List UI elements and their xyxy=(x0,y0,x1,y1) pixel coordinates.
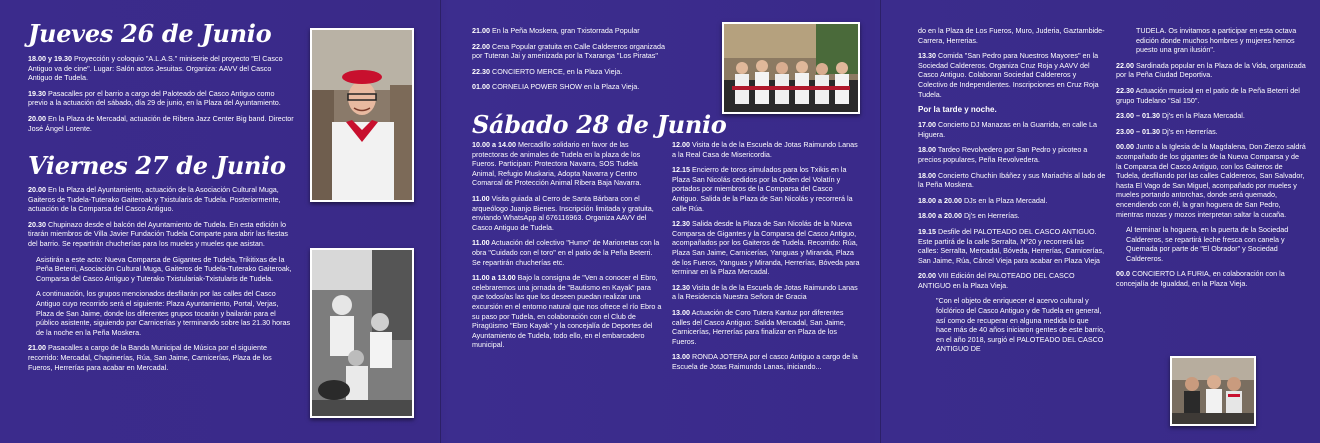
event-entry xyxy=(918,211,1106,221)
event-time: 20.00 xyxy=(918,271,936,281)
event-time: 21.00 xyxy=(28,343,46,353)
fold-line xyxy=(880,0,881,443)
photo-bw-children-illustration xyxy=(312,250,412,416)
event-time: 18.00 xyxy=(918,170,936,180)
event-time: 22.30 xyxy=(1116,85,1134,95)
photo-kids-festival-illustration xyxy=(1172,358,1254,424)
event-time: 13.30 xyxy=(918,51,936,61)
event-entry xyxy=(672,165,860,213)
event-time: 18.00 a 20.00 xyxy=(918,211,962,221)
photo-dancers-group-illustration xyxy=(724,24,858,112)
photo-man-in-beret xyxy=(310,28,414,202)
event-time: 19.30 xyxy=(28,88,46,98)
event-text: Dj's en Herrerías. xyxy=(1161,126,1218,136)
event-time: 12.30 xyxy=(672,282,690,292)
event-entry xyxy=(672,352,860,371)
event-time: 12.30 xyxy=(672,219,690,229)
event-entry xyxy=(28,220,296,249)
fold-line xyxy=(440,0,441,443)
event-time: 00.00 xyxy=(1116,142,1134,152)
event-time: 12.00 xyxy=(672,140,690,149)
event-entry xyxy=(918,227,1106,265)
event-text: CONCIERTO MERCE, en la Plaza Vieja. xyxy=(492,66,623,76)
event-entry xyxy=(472,140,662,188)
event-entry xyxy=(672,140,860,159)
event-entry xyxy=(28,185,296,214)
section-subheading: Por la tarde y noche. xyxy=(918,105,997,115)
event-text: Mercadillo solidario en favor de las protectoras de animales de Tudela en la plaza de los Fueros. Participan: Protectora Navarra, SOS Tudela Animal, Refugio Muskaria, Adopta Navarra y Centro Comarcal de Protección Animal Ribera Baja Navarra. xyxy=(472,140,642,188)
event-entry xyxy=(918,120,1106,139)
event-text: Dj's en Herrerías. xyxy=(963,211,1020,221)
event-time: 22.00 xyxy=(472,41,490,51)
panel-3-col-a xyxy=(918,26,1106,360)
event-entry xyxy=(918,196,1106,206)
event-text: En la Plaza del Ayuntamiento, actuación de la Asociación Cultural Muga, Gaiteros de Tudela-Tuterako Gaiteroak y Txistularis de Tudela. Posteriormente, actuación de la Comparsa del Casco Antiguo. xyxy=(28,185,281,214)
day-heading-viernes: Viernes 27 de Junio xyxy=(28,151,286,180)
event-entry xyxy=(918,171,1106,190)
event-text: Pasacalles por el barrio a cargo del Paloteado del Casco Antiguo como previo a la actuación del sábado, día 29 de junio, en la Plaza del Ayuntamiento. xyxy=(28,88,281,108)
event-entry xyxy=(472,273,662,350)
event-text: Visita de la de la Escuela de Jotas Raimundo Lanas a la Real Casa de Misericordia. xyxy=(672,140,858,159)
event-text: Encierro de toros simulados para los Txikis en la Plaza San Nicolás cedidos por la Orden del Volatín y portados por miembros de la Comparsa del Casco Antiguo. Salida de la Plaza de San Nicolás y recorrerá la calle Rúa. xyxy=(672,165,853,213)
event-time: 00.0 xyxy=(1116,269,1130,279)
panel-1-text xyxy=(28,20,296,139)
event-time: 20.00 xyxy=(28,185,46,194)
panel-2-right xyxy=(672,140,860,377)
event-entry xyxy=(472,42,668,61)
event-text: Actuación musical en el patio de la Peña Beterri del grupo Tudelano "Sal 150". xyxy=(1116,85,1300,105)
event-text: CONCIERTO LA FURIA, en colaboración con la concejalía de Igualdad, en la Plaza Vieja. xyxy=(1116,269,1285,289)
event-entry xyxy=(28,89,296,108)
panel-2-left xyxy=(472,140,662,356)
event-entry xyxy=(472,67,668,77)
event-entry xyxy=(472,238,662,267)
event-entry xyxy=(1116,86,1306,105)
event-entry xyxy=(1116,269,1306,288)
event-text: Visita de la de la Escuela de Jotas Raimundo Lanas a la Residencia Nuestra Señora de Gracia xyxy=(672,282,858,302)
event-time: 23.00 – 01.30 xyxy=(1116,126,1160,136)
event-entry xyxy=(472,82,668,92)
day-heading-jueves: Jueves 26 de Junio xyxy=(28,19,272,48)
event-entry xyxy=(472,26,668,36)
event-time: 20.30 xyxy=(28,219,46,229)
event-time: 11.00 xyxy=(472,238,490,248)
quote-paragraph: "Con el objeto de enriquecer el acervo cultural y folclórico del Casco Antiguo y de Tudela en general, así como de recuperar en alguna medida lo que hace más de 40 años iniciaron gentes de este barrio, en el año 2018, surgió el PALOTEADO DEL CASCO ANTIGUO DE xyxy=(936,296,1106,354)
panel-1-text-b xyxy=(28,152,296,378)
paragraph: Al terminar la hoguera, en la puerta de la Sociedad Caldereros, se repartirá leche fresca con canela y Quemada por parte de "El Obrador" y Sociedad Caldereros. xyxy=(1126,225,1289,263)
event-entry xyxy=(1116,127,1306,137)
photo-bw-children xyxy=(310,248,414,418)
photo-man-in-beret-illustration xyxy=(312,30,412,200)
paragraph: A continuación, los grupos mencionados desfilarán por las calles del Casco Antiguo cuyo recorrido será el siguiente: Plaza Ayuntamiento, Portal, Verjas, Plaza de San Jaime, donde los diferentes grupos tocarán y bailarán para el público asistente, siguiendo por Carnicerías y terminando sobre las 21.30 horas de la noche en la Peña Moskera. xyxy=(36,289,291,337)
event-text: VIII Edición del PALOTEADO DEL CASCO ANTIGUO en la Plaza Vieja. xyxy=(918,271,1075,290)
event-text: En la Peña Moskera, gran Txistorrada Popular xyxy=(492,26,640,35)
event-text: En la Plaza de Mercadal, actuación de Ribera Jazz Center Big band. Director José Ángel Lorente. xyxy=(28,113,294,133)
photo-kids-festival xyxy=(1170,356,1256,426)
event-time: 22.00 xyxy=(1116,60,1134,70)
event-text: Visita guiada al Cerro de Santa Bárbara con el arqueólogo Juanjo Bienes. Inscripción limitada y gratuita, enviando WhatsApp al 676116963. Organiza AAVV del Casco Antiguo de Tudela. xyxy=(472,193,654,232)
event-time: 21.00 xyxy=(472,26,490,35)
event-text: Tardeo Revolvedero por San Pedro y picoteo a precios populares, Peña Revolvedera. xyxy=(918,145,1088,164)
event-text: Dj's en la Plaza Mercadal. xyxy=(1161,111,1245,121)
event-entry xyxy=(28,114,296,133)
event-time: 17.00 xyxy=(918,120,936,130)
event-time: 20.00 xyxy=(28,113,46,123)
event-text: Desfile del PALOTEADO DEL CASCO ANTIGUO. Este partirá de la calle Serralta, Nº20 y recorrerá las calles: Serralta, Mercadal, Bóveda, Herrerías, Carnicerías, San Jaime, Rúa, Cárcel Vieja para acabar en Plaza Vieja xyxy=(918,226,1105,265)
event-entry xyxy=(918,51,1106,99)
event-text: Bajo la consigna de "Ven a conocer el Ebro, celebraremos una jornada de "Bautismo en Kayak" para que todos/as las que los deseen puedan realizar una excursión en el entorno natural que nos ofrece el río Ebro a su paso por Tudela, en colaboración con el Club de Piragüismo "Ebro Kayak" y la concejalía de Deportes del Ayuntamiento de Tudela, todo ello, en el embarcadero municipal. xyxy=(472,273,662,350)
event-text: Cena Popular gratuita en Calle Caldereros organizada por Tuteran Jai y amenizada por la Txaranga "Los Piratas" xyxy=(472,41,666,61)
event-text: Comida "San Pedro para Nuestros Mayores" en la Sociedad Caldereros. Organiza Cruz Roja y AAVV del Casco Antiguo. Colaboran Sociedad Caldereros y Colectivo de Independientes. Inscripciones en Cruz Roja Tudela. xyxy=(918,51,1099,99)
event-text: Concierto Chuchin Ibáñez y sus Mariachis al lado de la Peña Moskera. xyxy=(918,170,1106,190)
paragraph: Asistirán a este acto: Nueva Comparsa de Gigantes de Tudela, Trikitixas de la Peña Beterri, Asociación Cultural Muga, Gaiteros de Tudela-Tuterako Gaiteroak, Comparsa del Casco Antiguo y Tuterako Txistulariak-Txistularis de Tudela. xyxy=(36,254,292,283)
event-entry xyxy=(672,283,860,302)
event-text: Salida desde la Plaza de San Nicolás de la Nueva Comparsa de Gigantes y la Comparsa del Casco Antiguo, acompañados por los Gaiteros de Tudela. Recorrido: Rúa, Plaza San Jaime, Carnicerías, Yanguas y Miranda, Plaza de los Fueros, Yanguas y Miranda, Herrerías, Bóveda para terminar en la Plaza Mercadal. xyxy=(672,219,860,277)
event-text: Actuación de Coro Tutera Kantuz por diferentes calles del Casco Antiguo: Salida Mercadal, San Jaime, Carnicerías, Herrerías para finalizar en Plaza de los Fueros. xyxy=(672,307,846,346)
event-text: DJs en la Plaza Mercadal. xyxy=(963,195,1048,205)
event-time: 13.00 xyxy=(672,352,690,362)
event-entry xyxy=(1116,111,1306,121)
event-time: 13.00 xyxy=(672,307,690,317)
event-time: 18.00 y 19.30 xyxy=(28,54,72,63)
event-time: 18.00 a 20.00 xyxy=(918,195,962,205)
event-text: Actuación del colectivo "Humo" de Marionetas con la obra "Cuidado con el toro" en el patio de la Peña Beterri. Se repartirán chucherías etc. xyxy=(472,238,660,267)
event-entry xyxy=(1116,61,1306,80)
event-time: 11.00 a 13.00 xyxy=(472,273,516,283)
event-time: 19.15 xyxy=(918,226,936,236)
event-text: Pasacalles a cargo de la Banda Municipal de Música por el siguiente recorrido: Mercadal, Chapinerías, Rúa, San Jaime, Carnicerías, Plaza de los Fueros, Herrerías para acabar en Mercadal. xyxy=(28,343,272,372)
event-time: 22.30 xyxy=(472,66,490,76)
event-time: 18.00 xyxy=(918,145,936,155)
event-text: RONDA JOTERA por el casco Antiguo a cargo de la Escuela de Jotas Raimundo Lanas, iniciando... xyxy=(672,352,858,371)
event-time: 11.00 xyxy=(472,193,490,203)
event-text: CORNELIA POWER SHOW en la Plaza Vieja. xyxy=(492,82,640,92)
event-entry xyxy=(28,343,296,372)
event-entry xyxy=(918,145,1106,164)
event-text: Concierto DJ Manazas en la Guarrida, en calle La Higuera. xyxy=(918,120,1098,139)
event-text: Sardinada popular en la Plaza de la Vida, organizada por la Peña Ciudad Deportiva. xyxy=(1116,60,1306,80)
photo-dancers-group xyxy=(722,22,860,114)
panel-2-top xyxy=(472,26,668,98)
paragraph: TUDELA. Os invitamos a participar en esta octava edición donde muchos hombres y mujeres hemos puesto una gran ilusión". xyxy=(1136,26,1297,55)
event-time: 12.15 xyxy=(672,165,690,175)
event-text: Chupinazo desde el balcón del Ayuntamiento de Tudela. En esta edición lo tirarán miembros de Villa Javier Fundación Tudela Comparte para abrir las fiestas del barrio. Se repartirán chucherías para los mueles y mueles que asistan. xyxy=(28,219,288,248)
event-entry xyxy=(472,194,662,232)
event-entry xyxy=(918,271,1106,290)
panel-2-heading xyxy=(472,111,727,139)
event-text: Junto a la Iglesia de la Magdalena, Don Zierzo saldrá acompañado de los gigantes de la Nueva Comparsa y de la Comparsa del Casco Antiguo, con los Gaiteros de Tudela, desfilando por las calles Caldereros, San Salvador, hasta El Vago de San Miguel, acompañado por mueles y mueles portando antorchas, donde será quemado, encendiendo con él, la gran hoguera de San Pedro, mientras mozas y mozos interpretan saltar la cucaña. xyxy=(1116,142,1306,219)
panel-3-col-b xyxy=(1116,26,1306,295)
event-time: 10.00 a 14.00 xyxy=(472,140,516,149)
event-text: Proyección y coloquio "A.L.A.S." miniserie del proyecto "El Casco Antiguo va de cine". Lugar: Salón actos Jesuitas. Organiza: AAVV del Casco Antiguo de Tudela. xyxy=(28,54,283,83)
event-entry xyxy=(672,308,860,346)
day-heading-sabado: Sábado 28 de Junio xyxy=(472,110,727,139)
event-entry xyxy=(672,219,860,277)
event-entry xyxy=(1116,142,1306,219)
event-entry xyxy=(28,54,296,83)
event-time: 01.00 xyxy=(472,82,490,92)
event-time: 23.00 – 01.30 xyxy=(1116,111,1160,121)
paragraph: do en la Plaza de Los Fueros, Muro, Juderia, Gaztambide-Carrera, Herrerias. xyxy=(918,26,1105,45)
